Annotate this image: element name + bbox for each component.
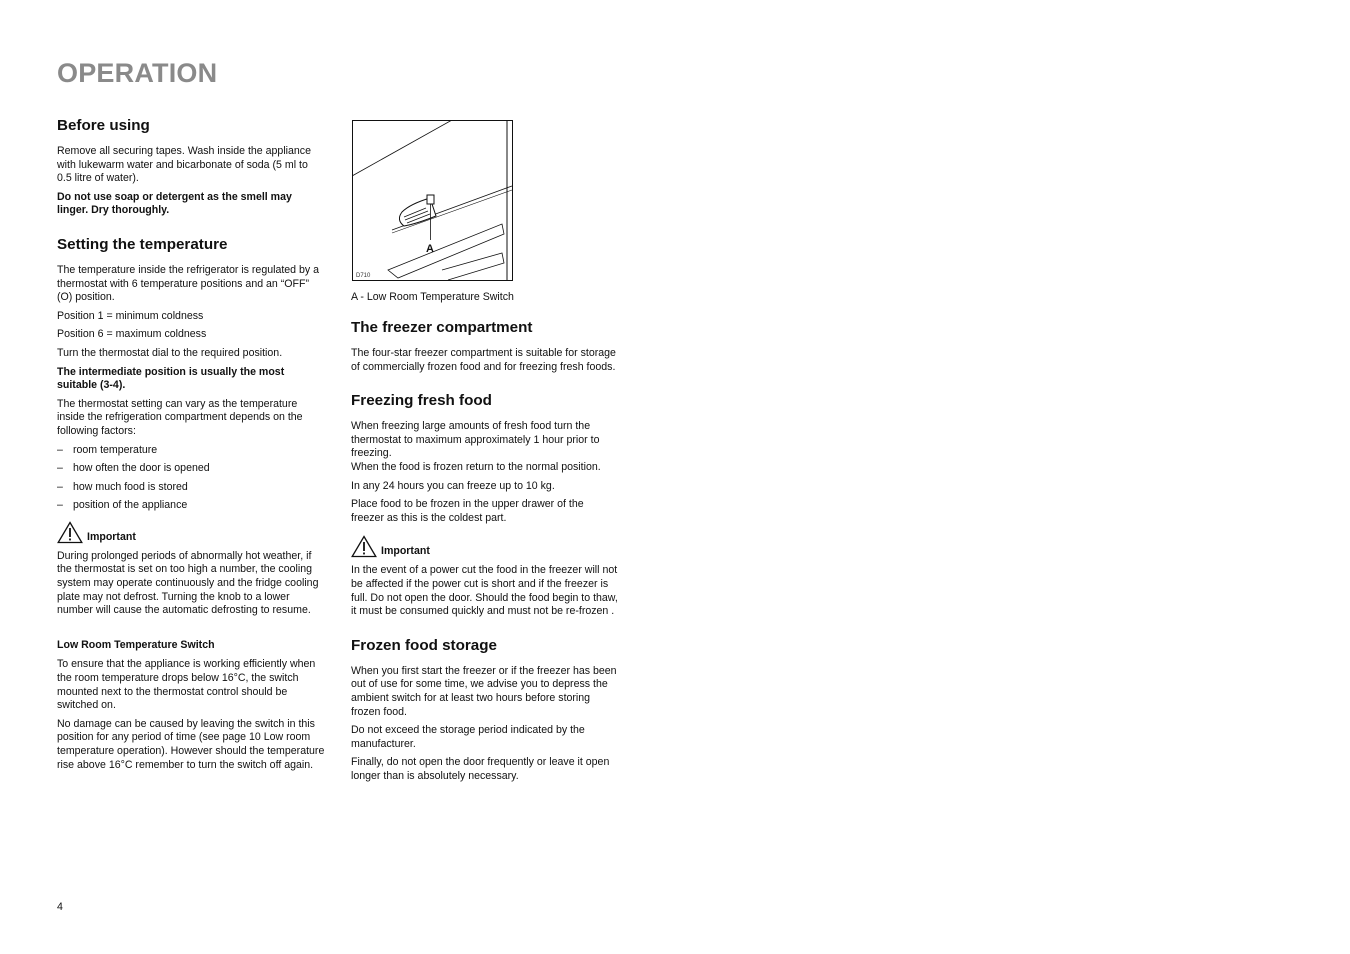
frozen-storage-text-3: Finally, do not open the door frequently or leave it open longer than is absolutely necessary. [351,756,610,782]
important-text-freezer: In the event of a power cut the food in the freezer will not be affected if the power cut is short and if the freezer is full. Do not open the door. Should the food begin to thaw, it must be consumed quickly and must not be re-frozen . [351,564,618,618]
switch-illustration [352,120,514,281]
heading-low-room-switch: Low Room Temperature Switch [57,638,215,651]
thermostat-description: The temperature inside the refrigerator is regulated by a thermostat with 6 temperature positions and an “OFF” (O) position. [57,263,320,304]
list-item: – room temperature [57,443,158,456]
figure-label-a: A [426,243,434,255]
low-room-switch-figure [352,120,514,281]
frozen-storage-text-2: Do not exceed the storage period indicated by the manufacturer. [351,724,585,750]
important-label: Important [381,545,430,558]
figure-code: D710 [356,273,371,279]
important-notice-fridge [57,521,325,544]
left-column [57,116,325,777]
position-1-text: Position 1 = minimum coldness [57,309,204,322]
before-using-text: Remove all securing tapes. Wash inside the appliance with lukewarm water and bicarbonate of soda (5 ml to 0.5 litre of water). [57,145,311,185]
freezing-fresh-text-1b: When the food is frozen return to the normal position. [351,460,601,473]
position-6-text: Position 6 = maximum coldness [57,328,207,341]
low-room-text-2: No damage can be caused by leaving the switch in this position for any period of time (see page 10 Low room temperature operation). However should the temperature rise above 16°C remember to turn the switch off again. [57,717,325,771]
page-number: 4 [57,901,63,913]
heading-before-using: Before using [57,117,150,134]
list-item: – how often the door is opened [57,462,210,475]
page-title: OPERATION [57,58,218,88]
frozen-storage-text-1: When you first start the freezer or if the freezer has been out of use for some time, we advise you to depress the ambient switch for at least two hours before storing frozen food. [351,664,617,718]
list-item: – how much food is stored [57,480,188,493]
warning-triangle-icon [57,521,83,544]
freezing-fresh-text-1a: When freezing large amounts of fresh food turn the thermostat to maximum approximately 1 hour prior to freezing. [351,420,600,460]
low-room-text-1: To ensure that the appliance is working efficiently when the room temperature drops below 16°C, the switch mounted next to the thermostat control should be switched on. [57,658,316,712]
heading-freezing-fresh-food: Freezing fresh food [351,392,492,410]
list-item: – position of the appliance [57,499,188,512]
turn-dial-text: Turn the thermostat dial to the required position. [57,346,283,359]
important-label: Important [87,530,136,543]
factors-list [57,444,325,513]
thermostat-factors-intro: The thermostat setting can vary as the temperature inside the refrigeration compartment depends on the following factors: [57,397,303,437]
before-using-warning: Do not use soap or detergent as the smell may linger. Dry thoroughly. [57,190,292,217]
warning-triangle-icon [351,535,377,558]
right-column [351,318,619,788]
freezing-fresh-text-3: Place food to be frozen in the upper drawer of the freezer as this is the coldest part. [351,498,584,524]
freezing-fresh-text-2: In any 24 hours you can freeze up to 10 kg. [351,479,555,492]
intermediate-position-note: The intermediate position is usually the most suitable (3-4). [57,365,285,392]
freezer-compartment-text: The four-star freezer compartment is suitable for storage of commercially frozen food and for freezing fresh foods. [351,347,616,373]
heading-setting-temperature: Setting the temperature [57,235,228,253]
figure-caption: A - Low Room Temperature Switch [351,291,514,303]
heading-freezer-compartment: The freezer compartment [351,319,533,336]
heading-frozen-food-storage: Frozen food storage [351,636,497,654]
important-text-fridge: During prolonged periods of abnormally hot weather, if the thermostat is set on too high a number, the cooling system may operate continuously and the fridge cooling plate may not defrost. Turning the knob to a lower number will cause the automatic defrosting to resume. [57,549,319,617]
important-notice-freezer [351,535,619,558]
